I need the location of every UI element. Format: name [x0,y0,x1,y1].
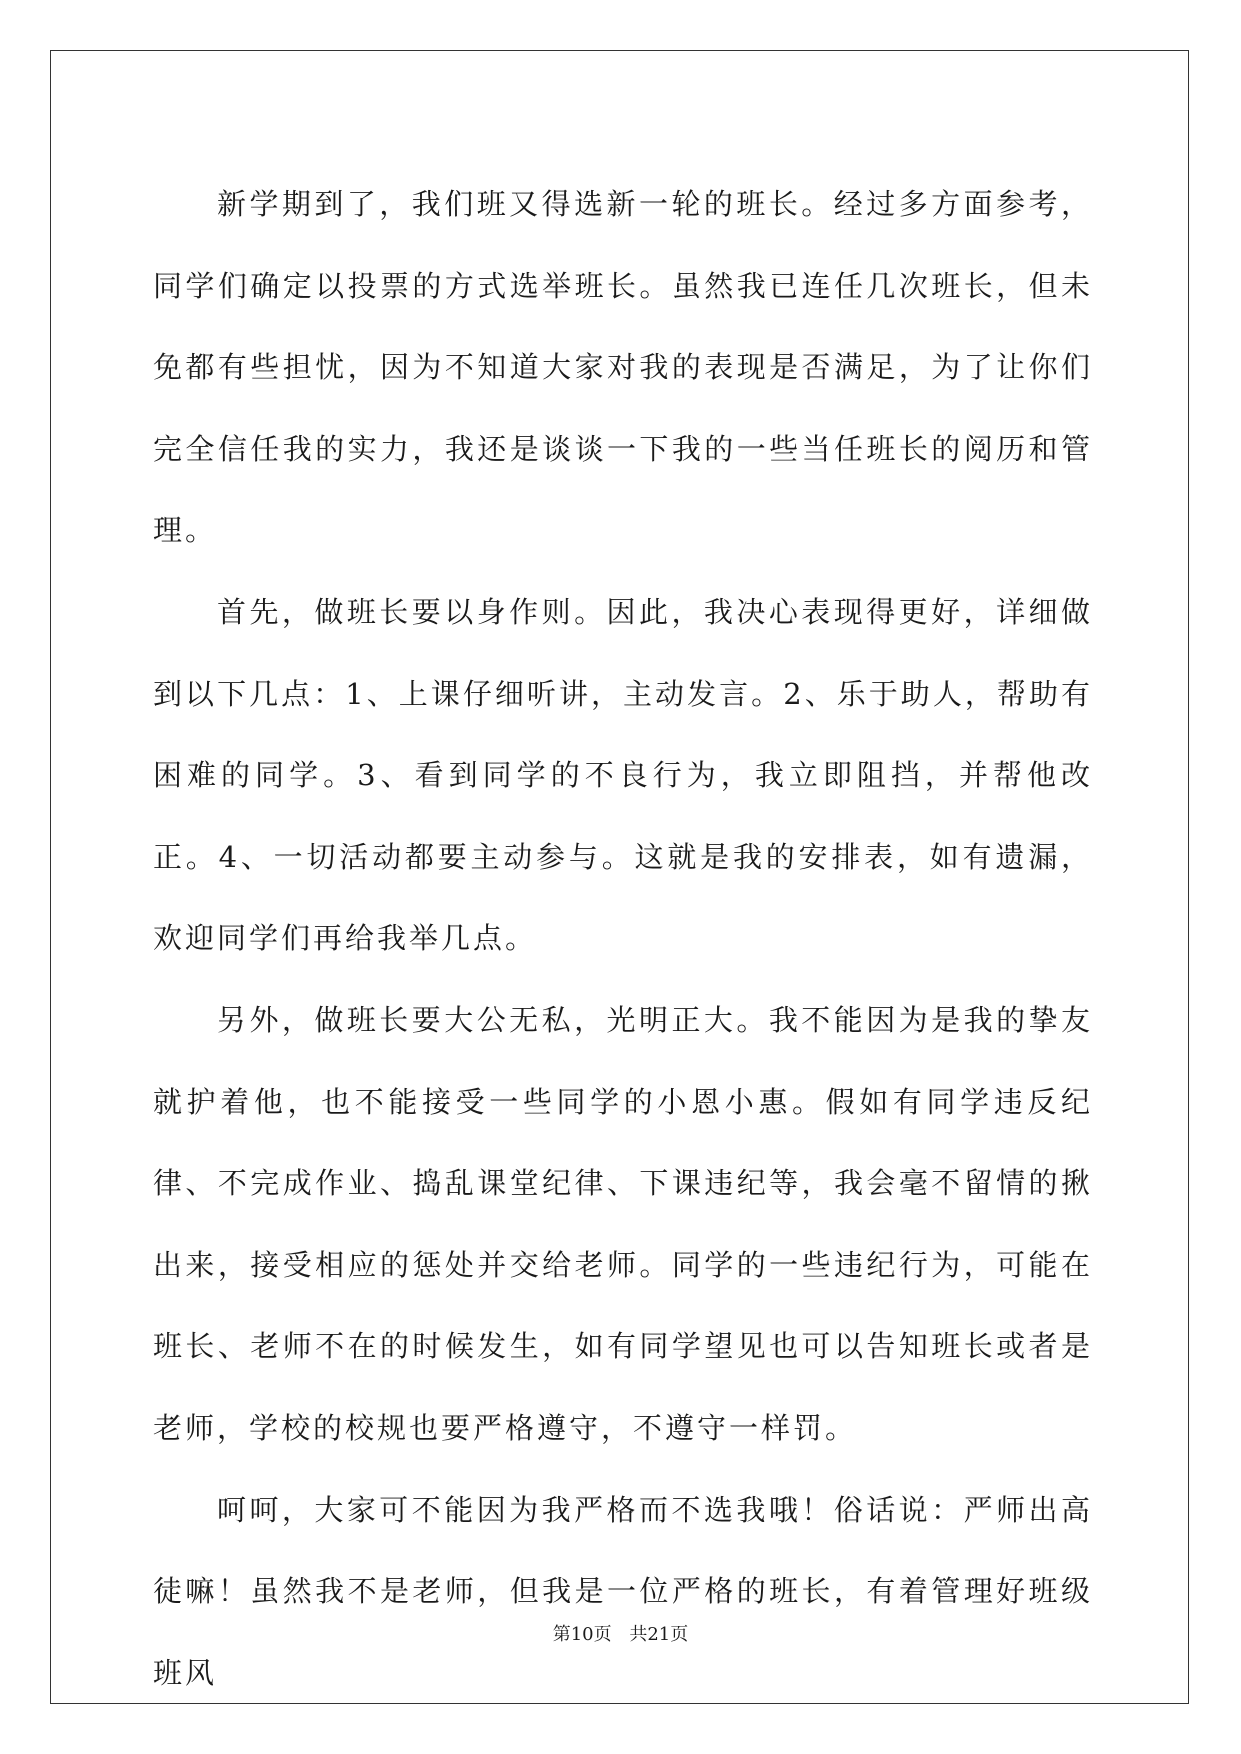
paragraph-4: 呵呵，大家可不能因为我严格而不选我哦！俗话说：严师出高徒嘛！虽然我不是老师，但我是一位严格的班长，有着管理好班级班风 [153,1492,1093,1690]
total-pages-label: 共21页 [629,1624,689,1645]
paragraph-2: 首先，做班长要以身作则。因此，我决心表现得更好，详细做到以下几点：1、上课仔细听讲，主动发言。2、乐于助人，帮助有困难的同学。3、看到同学的不良行为，我立即阻挡，并帮他改正。4、一切活动都要主动参与。这就是我的安排表，如有遗漏，欢迎同学们再给我举几点。 [153,594,1093,956]
paragraph-3: 另外，做班长要大公无私，光明正大。我不能因为是我的挚友就护着他，也不能接受一些同学的小恩小惠。假如有同学违反纪律、不完成作业、捣乱课堂纪律、下课违纪等，我会毫不留情的揪出来，接受相应的惩处并交给老师。同学的一些违纪行为，可能在班长、老师不在的时候发生，如有同学望见也可以告知班长或者是老师，学校的校规也要严格遵守，不遵守一样罚。 [153,1002,1093,1445]
document-body [153,164,1093,1714]
current-page-label: 第10页 [552,1624,612,1645]
paragraph-1: 新学期到了，我们班又得选新一轮的班长。经过多方面参考，同学们确定以投票的方式选举班长。虽然我已连任几次班长，但未免都有些担忧，因为不知道大家对我的表现是否满足，为了让你们完全信任我的实力，我还是谈谈一下我的一些当任班长的阅历和管理。 [153,187,1093,548]
page-footer [0,1620,1241,1646]
